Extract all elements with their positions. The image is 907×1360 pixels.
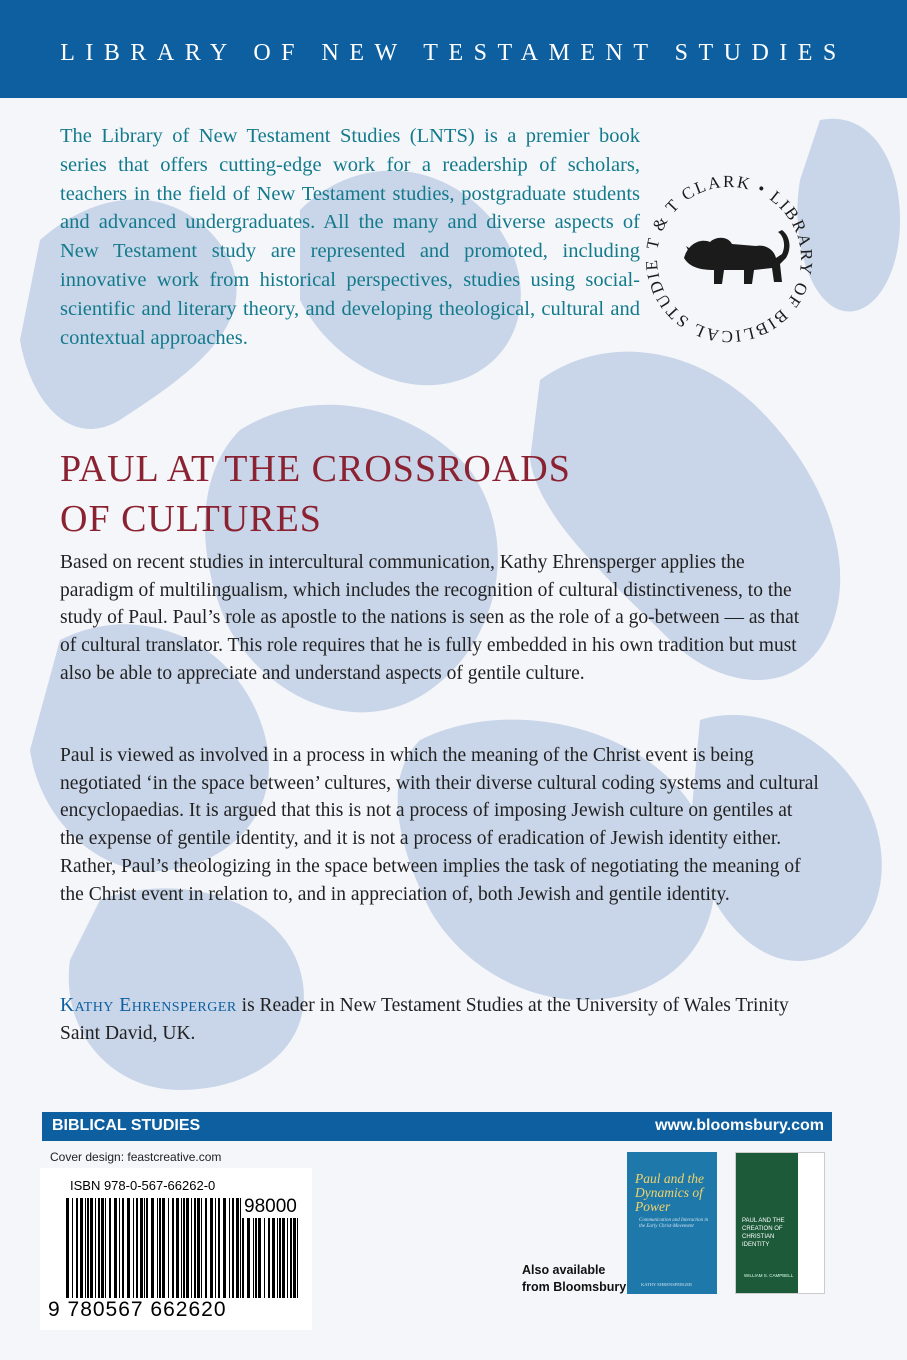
footer-bar [42, 1112, 832, 1141]
barcode-bar [201, 1198, 202, 1298]
barcode-bar [218, 1198, 220, 1298]
category-label: BIBLICAL STUDIES [52, 1117, 201, 1134]
barcode-bar [240, 1198, 241, 1298]
related-book-cover-2[interactable] [735, 1152, 825, 1294]
tt-clark-seal [636, 166, 822, 352]
barcode-bar [186, 1198, 189, 1298]
barcode-bar [114, 1198, 117, 1298]
barcode-bar [66, 1198, 69, 1298]
barcode-bar [146, 1198, 148, 1298]
barcode-bar [101, 1198, 104, 1298]
barcode-bar [181, 1198, 182, 1298]
barcode-bar [85, 1198, 86, 1298]
ean-barcode-bars [66, 1198, 236, 1300]
book-title-line2: OF CULTURES [60, 498, 322, 540]
barcode-bar [80, 1198, 83, 1298]
barcode [40, 1168, 312, 1330]
barcode-bar [194, 1198, 196, 1298]
barcode-bar [144, 1198, 145, 1298]
barcode-bar [210, 1198, 213, 1298]
series-banner [0, 0, 907, 98]
barcode-bar [109, 1198, 111, 1298]
barcode-bar [183, 1198, 185, 1298]
related-book-2-title: PAUL AND THE CREATION OF CHRISTIAN IDENTITY [742, 1218, 785, 1248]
author-bio-text: is Reader in New Testament Studies at the University of Wales Trinity Saint David, UK. [60, 995, 789, 1044]
related-book-1-title: Paul and the Dynamics of Power [635, 1171, 704, 1214]
barcode-bar [76, 1198, 78, 1298]
barcode-bar [87, 1198, 89, 1298]
barcode-bar [98, 1198, 100, 1298]
barcode-bar [232, 1198, 234, 1298]
description-paragraph-1: Based on recent studies in intercultural communication, Kathy Ehrensperger applies the paradigm of multilingualism, which includes the recognition of cultural distinctiveness, to the study of Paul. Paul’s role as apostle to the nations is seen as the role of a go-between — as that of cultural translator. This role requires that he is fully embedded in his own tradition but must also be able to appreciate and understand aspects of gentile culture. [60, 552, 800, 684]
website-link[interactable]: www.bloomsbury.com [655, 1117, 824, 1134]
barcode-bar [223, 1198, 226, 1298]
cover-design-credit: Cover design: feastcreative.com [50, 1150, 222, 1164]
description-paragraph-2: Paul is viewed as involved in a process in which the meaning of the Christ event is being negotiated ‘in the space between’ cultures, with their diverse cultural coding systems and cultural encyclopaedias. It is argued that this is not a process of imposing Jewish culture on gentiles at the expense of gentile identity, and it is not a process of eradication of Jewish identity either. Rather, Paul’s theologizing in the space between implies the task of negotiating the meaning of the Christ event in relation to, and in appreciation of, both Jewish and gentile identity. [60, 745, 819, 905]
barcode-bar [172, 1198, 174, 1298]
barcode-bar [105, 1198, 106, 1298]
barcode-bar [140, 1198, 143, 1298]
barcode-bar [229, 1198, 230, 1298]
author-bio [60, 992, 820, 1047]
barcode-bar [95, 1198, 96, 1298]
related-book-1-subtitle: Communication and Interaction in the Early Christ-Movement [639, 1218, 709, 1229]
barcode-bar [176, 1198, 179, 1298]
barcode-bar [168, 1198, 169, 1298]
isbn-label: ISBN 978-0-567-66262-0 [70, 1178, 216, 1193]
related-book-1-author: KATHY EHRENSPERGER [641, 1282, 692, 1287]
barcode-bar [122, 1198, 124, 1298]
author-name: Kathy Ehrensperger [60, 995, 237, 1016]
also-available-label: Also available from Bloomsbury [522, 1263, 627, 1294]
related-book-cover-1[interactable] [627, 1152, 717, 1294]
barcode-bar [90, 1198, 93, 1298]
lion-icon [684, 230, 789, 284]
barcode-bar [136, 1198, 138, 1298]
barcode-bar [215, 1198, 216, 1298]
price-code: 98000 [244, 1196, 297, 1217]
barcode-bar [133, 1198, 134, 1298]
barcode-bar [157, 1198, 158, 1298]
book-title-line1: PAUL AT THE CROSSROADS [60, 448, 571, 490]
barcode-bar [72, 1198, 73, 1298]
barcode-bar [119, 1198, 120, 1298]
series-title: LIBRARY OF NEW TESTAMENT STUDIES [60, 40, 847, 66]
barcode-bar [191, 1198, 192, 1298]
barcode-bar [197, 1198, 200, 1298]
book-title [60, 444, 820, 544]
barcode-number: 9 780567 662620 [48, 1298, 227, 1321]
related-book-2-author: WILLIAM S. CAMPBELL [744, 1273, 794, 1278]
seal-text: T & T CLARK • LIBRARY OF BIBLICAL STUDIE [641, 171, 817, 347]
series-description: The Library of New Testament Studies (LNTS) is a premier book series that offers cutting-edge work for a readership of scholars, teachers in the field of New Testament studies, postgraduate students and advanced undergraduates. All the many and diverse aspects of New Testament study are represented and promoted, including innovative work from historical perspectives, studies using social-scientific and literary theory, and developing theological, cultural and contextual approaches. [60, 125, 640, 349]
barcode-bar [205, 1198, 207, 1298]
barcode-bar [127, 1198, 130, 1298]
barcode-bar [159, 1198, 161, 1298]
barcode-bar [151, 1198, 154, 1298]
barcode-bar [162, 1198, 165, 1298]
barcode-bar [236, 1198, 239, 1298]
